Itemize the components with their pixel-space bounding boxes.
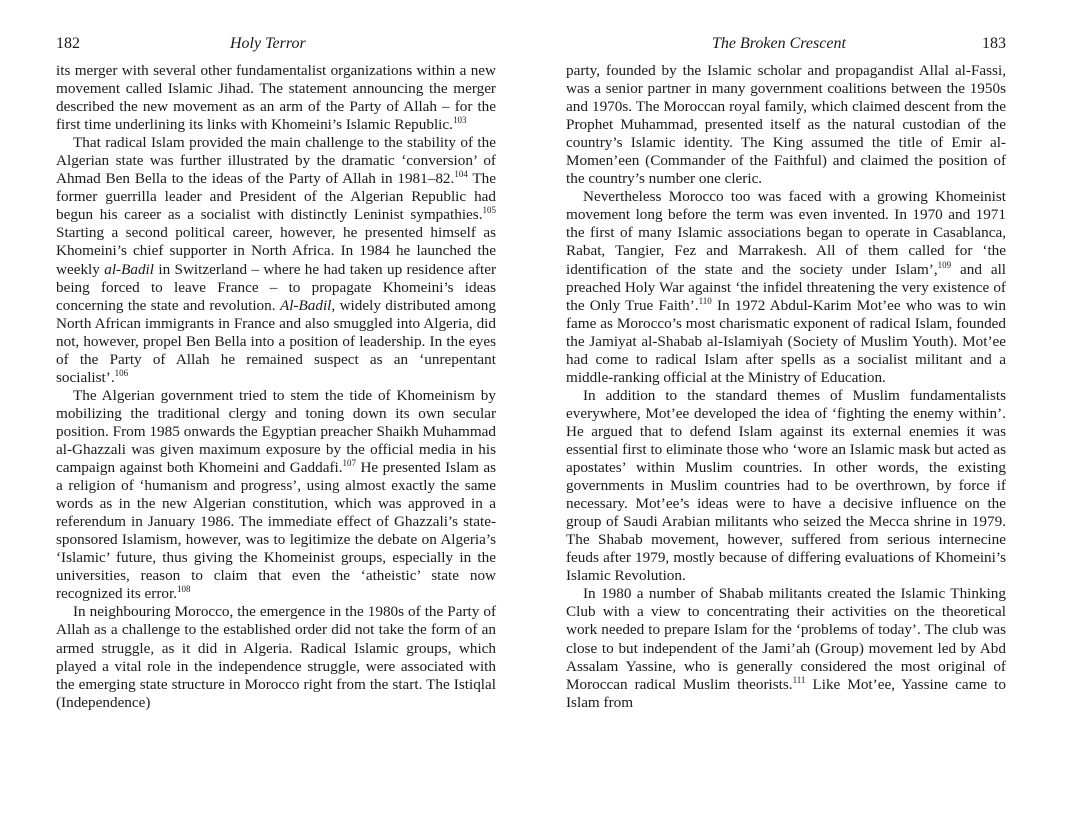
text-run: In neighbouring Morocco, the emergence in the 1980s of the Party of Allah as a challenge to the established order did not take the form of an armed struggle, as it did in Algeria. Radical Islamic groups, which played a vital role in the independence struggle, were associated with the emerging state structure in Morocco right from the start. The Istiqlal (Independence) xyxy=(56,603,496,711)
footnote-ref: 109 xyxy=(937,259,952,270)
right-page-body xyxy=(566,62,1006,712)
footnote-ref: 107 xyxy=(342,458,357,469)
paragraph xyxy=(56,603,496,711)
paragraph xyxy=(566,585,1006,711)
footnote-ref: 110 xyxy=(698,295,712,306)
running-head xyxy=(566,34,1006,54)
text-run: party, founded by the Islamic scholar and propagandist Allal al-Fassi, was a senior partner in many government coalitions between the 1950s and 1970s. The Moroccan royal family, which claimed descent from the Prophet Muhammad, presented itself as the natural custodian of the country’s Islamic identity. The King assumed the title of Emir al-Momen’een (Commander of the Faithful) and claimed the position of the country’s number one cleric. xyxy=(566,62,1006,188)
paragraph xyxy=(566,387,1006,586)
paragraph xyxy=(56,62,496,134)
italic-title: Al-Badil, xyxy=(279,296,336,314)
text-run: In 1980 a number of Shabab militants created the Islamic Thinking Club with a view to concentrating their activities on the theoretical work needed to prepare Islam for the ‘problems of today’. The club was close to but independent of the Jami’ah (Group) movement led by Abd Assalam Yassine, who is generally considered the most original of Moroccan radical Muslim theorists. xyxy=(566,585,1006,693)
text-run: widely distributed among North African immigrants in France and also smuggled into Algeria, did not, however, propel Ben Bella into a position of leadership. In the eyes of the Party of Allah he remained suspect as an ‘unrepentant socialist’. xyxy=(56,296,496,386)
text-run: Like Mot’ee, Yassine came to Islam from xyxy=(566,675,1006,711)
paragraph xyxy=(56,387,496,604)
page-number: 182 xyxy=(56,35,80,52)
paragraph xyxy=(566,188,1006,387)
text-run: In 1972 Abdul-Karim Mot’ee who was to win fame as Morocco’s most charismatic exponent of radical Islam, founded the Jamiyat al-Shabab al-Islamiyah (Society of Muslim Youth). Mot’ee had come to radical Islam after spells as a socialist militant and a middle-ranking official at the Ministry of Education. xyxy=(566,296,1006,386)
footnote-ref: 103 xyxy=(452,115,467,126)
left-page xyxy=(56,0,496,829)
left-page-body xyxy=(56,62,496,712)
footnote-ref: 106 xyxy=(114,367,129,378)
running-head-title: The Broken Crescent xyxy=(712,35,846,52)
text-run: That radical Islam provided the main challenge to the stability of the Algerian state was further illustrated by the dramatic ‘conversion’ of Ahmad Ben Bella to the ideas of the Party of Allah in 1981–82. xyxy=(56,134,496,188)
footnote-ref: 111 xyxy=(792,674,806,685)
footnote-ref: 104 xyxy=(454,169,468,180)
paragraph xyxy=(56,134,496,387)
text-run: its merger with several other fundamentalist organizations within a new movement called Islamic Jihad. The statement announcing the merger described the new movement as an arm of the Party of Allah – for the first time underlining its links with Khomeini’s Islamic Republic. xyxy=(56,62,496,134)
page-number: 183 xyxy=(982,35,1006,52)
text-run: in Switzerland – where he had taken up residence after being forced to leave France – to propagate Khomeini’s ideas concerning the state and revolution. xyxy=(56,260,497,314)
right-page xyxy=(566,0,1006,829)
text-run: In addition to the standard themes of Muslim fundamentalists everywhere, Mot’ee developed the idea of ‘fighting the enemy within’. He argued that to defend Islam against its external enemies it was essential first to eliminate those who ‘wore an Islamic mask but acted as apostates’ within Muslim countries. In other words, the existing governments in Muslim countries had to be overthrown, by force if necessary. Mot’ee’s ideas were to have a decisive influence on the group of Saudi Arabian militants who seized the Mecca shrine in 1979. The Shabab movement, however, suffered from serious internecine feuds after 1979, mostly because of differing evaluations of Khomeini’s Islamic Revolution. xyxy=(566,386,1006,585)
footnote-ref: 105 xyxy=(482,205,496,216)
text-run: The Algerian government tried to stem the tide of Khomeinism by mobilizing the traditional clergy and toning down its own secular position. From 1985 onwards the Egyptian preacher Shaikh Muhammad al-Ghazzali was given maximum exposure by the official media in his campaign against both Khomeini and Gaddafi. xyxy=(56,386,496,477)
running-head xyxy=(56,34,496,54)
text-run: The former guerrilla leader and President of the Algerian Republic had begun his career as a socialist with distinctly Leninist sympathies. xyxy=(56,170,496,224)
italic-title: al-Badil xyxy=(104,260,154,278)
text-run: and all preached Holy War against ‘the infidel threatening the very existence of the Only True Faith’. xyxy=(566,260,1007,314)
text-run: Nevertheless Morocco too was faced with a growing Khomeinist movement long before the term was even invented. In 1970 and 1971 the first of many Islamic associations began to operate in Casablanca, Rabat, Tangier, Fez and Marrakesh. All of them called for ‘the identification of the state and the society under Islam’, xyxy=(566,188,1006,278)
paragraph xyxy=(566,62,1006,188)
footnote-ref: 108 xyxy=(177,584,191,595)
running-head-title: Holy Terror xyxy=(230,35,306,52)
text-run: He presented Islam as a religion of ‘humanism and progress’, using almost exactly the same words as in the new Algerian constitution, which was approved in a referendum in January 1986. The immediate effect of Ghazzali’s state-sponsored Islamism, however, was to legitimize the debate on Algeria’s ‘Islamic’ future, thus giving the Khomeinist groups, especially in the universities, reason to claim that even the ‘atheistic’ state now recognized its error. xyxy=(56,459,496,603)
text-run: Starting a second political career, however, he presented himself as Khomeini’s chief supporter in North Africa. In 1984 he launched the weekly xyxy=(56,224,496,278)
